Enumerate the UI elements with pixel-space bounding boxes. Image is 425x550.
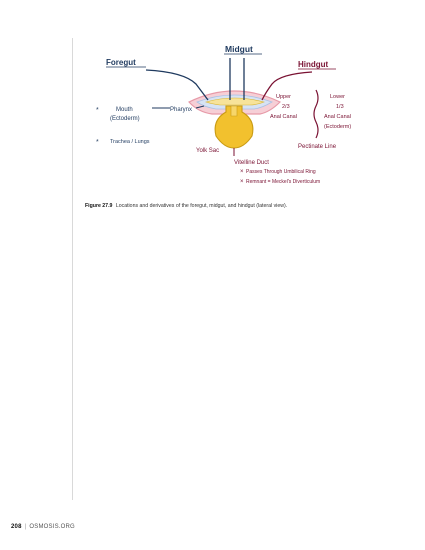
- anal-canal-lower-label: Anal Canal: [324, 114, 351, 120]
- pharynx-label: Pharynx: [170, 107, 193, 113]
- lower-label: Lower: [330, 94, 345, 100]
- midgut-label: Midgut: [225, 44, 253, 54]
- note1-label: Passes Through Umbilical Ring: [246, 169, 316, 175]
- ectoderm-right-label: (Ectoderm): [324, 124, 352, 130]
- margin-rule: [72, 38, 73, 500]
- figure-number: Figure 27.9: [85, 203, 113, 209]
- note2-label: Remnant = Meckel's Diverticulum: [246, 179, 321, 185]
- yolk-sac-label: Yolk Sac: [196, 148, 220, 154]
- figure-caption: [85, 203, 385, 210]
- brand-name: OSMOSIS.ORG: [29, 524, 75, 530]
- lower-fraction: 1/3: [336, 104, 344, 110]
- note1-mark: ×: [240, 169, 244, 175]
- mouth-label: Mouth: [116, 107, 133, 113]
- pectinate-divider: [314, 90, 318, 138]
- vitelline-duct-label: Vitelline Duct: [234, 160, 269, 166]
- upper-fraction: 2/3: [282, 104, 290, 110]
- note2-mark: ×: [240, 179, 244, 185]
- pectinate-line-label: Pectinate Line: [298, 144, 337, 150]
- trachea-label: Trachea / Lungs: [110, 139, 150, 145]
- page-footer: [11, 524, 75, 530]
- gut-diagram: [84, 40, 384, 200]
- hindgut-label: Hindgut: [298, 60, 329, 69]
- mouth-bullet: *: [96, 107, 99, 114]
- trachea-bullet: *: [96, 139, 99, 146]
- footer-separator: |: [24, 524, 27, 530]
- ectoderm-left-label: (Ectoderm): [110, 116, 140, 122]
- foregut-pointer: [146, 70, 208, 100]
- gut-diagram-svg: [84, 40, 384, 200]
- anal-canal-upper-label: Anal Canal: [270, 114, 297, 120]
- caption-text: Locations and derivatives of the foregut, midgut, and hindgut (lateral view).: [115, 203, 288, 209]
- foregut-label: Foregut: [106, 58, 136, 67]
- vitelline-duct-shape: [231, 106, 237, 116]
- upper-label: Upper: [276, 94, 291, 100]
- page-number: 208: [11, 524, 22, 530]
